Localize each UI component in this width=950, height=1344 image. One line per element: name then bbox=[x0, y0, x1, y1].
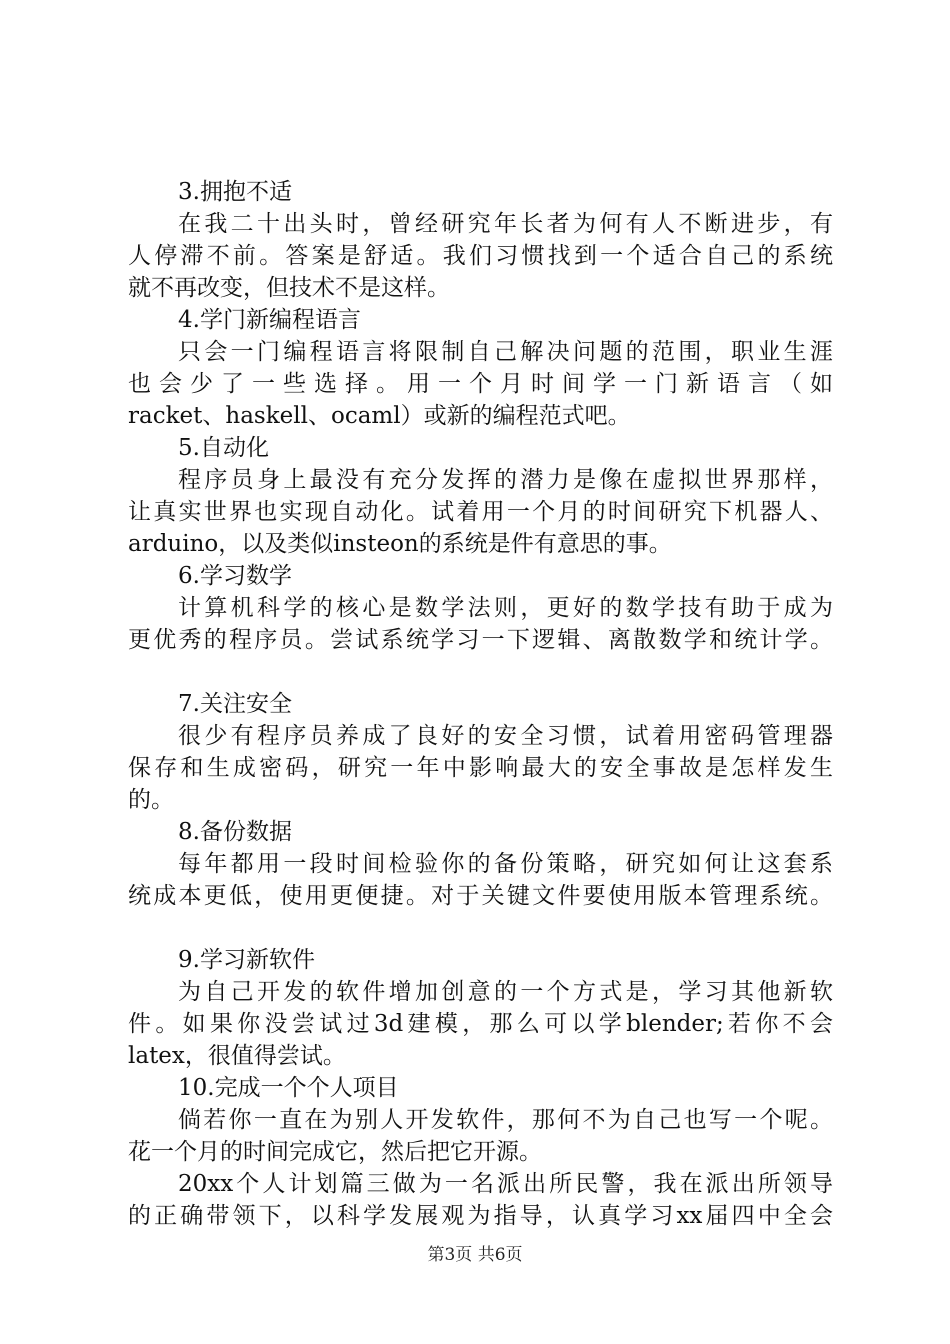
paragraph-line: 在我二十出头时，曾经研究年长者为何有人不断进步，有 bbox=[178, 211, 833, 237]
heading-5: 5.自动化 bbox=[178, 435, 269, 461]
paragraph-line: 每年都用一段时间检验你的备份策略，研究如何让这套系 bbox=[178, 851, 833, 877]
paragraph-line: 倘若你一直在为别人开发软件，那何不为自己也写一个呢。 bbox=[178, 1107, 833, 1133]
paragraph-line: 程序员身上最没有充分发挥的潜力是像在虚拟世界那样， bbox=[178, 467, 833, 493]
paragraph-line: 很少有程序员养成了良好的安全习惯，试着用密码管理器 bbox=[178, 723, 833, 749]
heading-6: 6.学习数学 bbox=[178, 563, 292, 589]
heading-10: 10.完成一个个人项目 bbox=[178, 1075, 399, 1101]
heading-4: 4.学门新编程语言 bbox=[178, 307, 361, 333]
paragraph-line: 的。 bbox=[128, 787, 174, 813]
heading-7: 7.关注安全 bbox=[178, 691, 292, 717]
blank-line bbox=[128, 656, 833, 688]
paragraph-line: 的正确带领下，以科学发展观为指导，认真学习xx届四中全会 bbox=[128, 1203, 833, 1229]
paragraph-line: 保存和生成密码，研究一年中影响最大的安全事故是怎样发生 bbox=[128, 755, 833, 781]
paragraph-line: 更优秀的程序员。尝试系统学习一下逻辑、离散数学和统计学。 bbox=[128, 627, 833, 653]
document-body bbox=[128, 176, 833, 1232]
page-number-footer: 第3页 共6页 bbox=[427, 1245, 523, 1265]
paragraph-line: 花一个月的时间完成它，然后把它开源。 bbox=[128, 1139, 542, 1165]
heading-3: 3.拥抱不适 bbox=[178, 179, 292, 205]
paragraph-line: 统成本更低，使用更便捷。对于关键文件要使用版本管理系统。 bbox=[128, 883, 833, 909]
paragraph-line: 让真实世界也实现自动化。试着用一个月的时间研究下机器人、 bbox=[128, 499, 833, 525]
paragraph-line: 就不再改变，但技术不是这样。 bbox=[128, 275, 450, 301]
heading-8: 8.备份数据 bbox=[178, 819, 292, 845]
paragraph-line: 为自己开发的软件增加创意的一个方式是，学习其他新软 bbox=[178, 979, 833, 1005]
heading-9: 9.学习新软件 bbox=[178, 947, 315, 973]
paragraph-line: 件。如果你没尝试过3d建模，那么可以学blender;若你不会 bbox=[128, 1011, 833, 1037]
paragraph-line: 只会一门编程语言将限制自己解决问题的范围，职业生涯 bbox=[178, 339, 833, 365]
paragraph-line: arduino，以及类似insteon的系统是件有意思的事。 bbox=[128, 531, 672, 557]
paragraph-line: latex，很值得尝试。 bbox=[128, 1043, 346, 1069]
blank-line bbox=[128, 912, 833, 944]
paragraph-line: 计算机科学的核心是数学法则，更好的数学技有助于成为 bbox=[178, 595, 833, 621]
paragraph-line: racket、haskell、ocaml）或新的编程范式吧。 bbox=[128, 403, 631, 429]
paragraph-line: 人停滞不前。答案是舒适。我们习惯找到一个适合自己的系统 bbox=[128, 243, 833, 269]
paragraph-line: 20xx个人计划篇三做为一名派出所民警，我在派出所领导 bbox=[178, 1171, 833, 1197]
paragraph-line: 也会少了一些选择。用一个月时间学一门新语言（如 bbox=[128, 371, 833, 397]
